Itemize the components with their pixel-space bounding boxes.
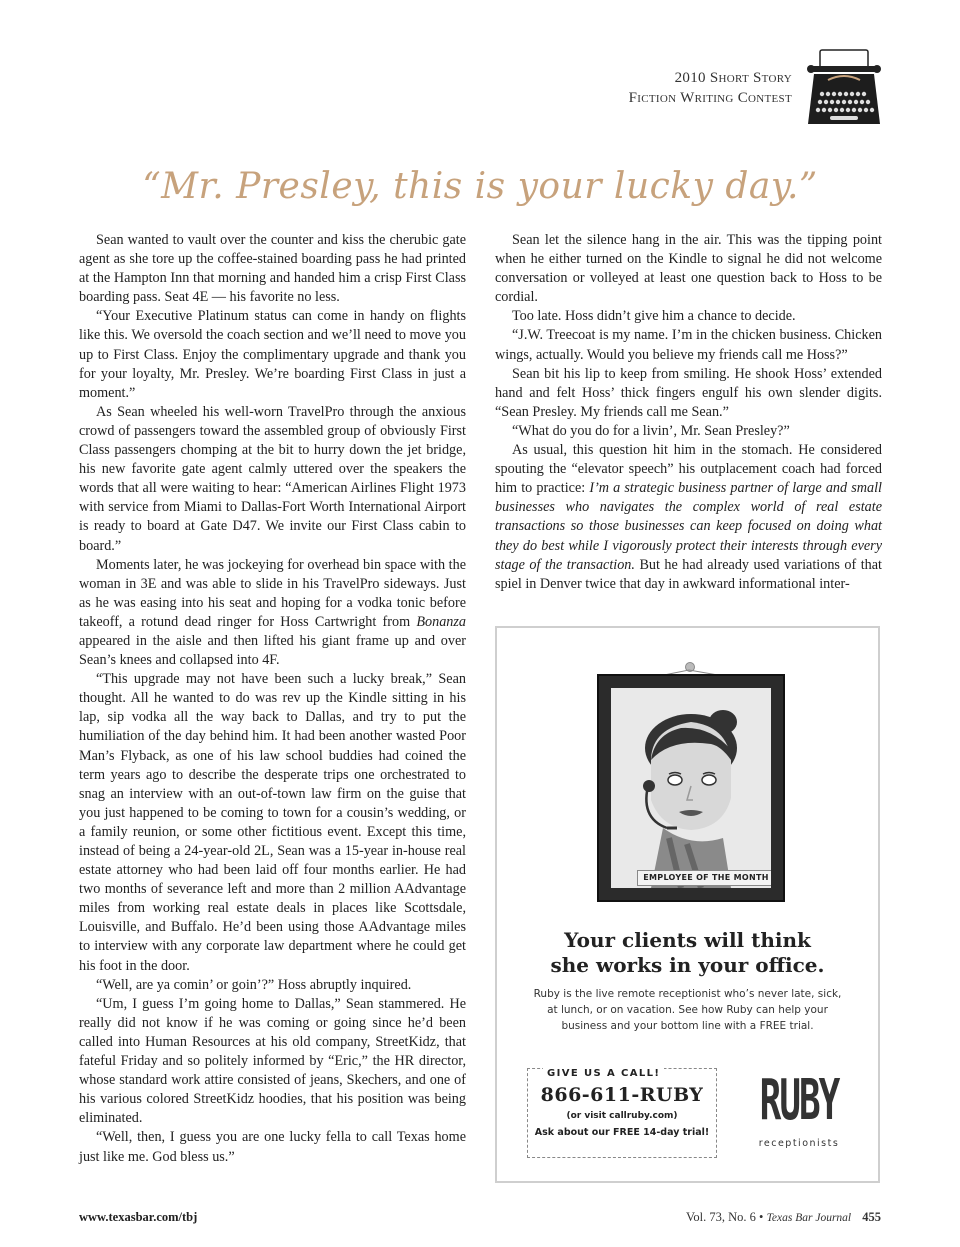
paragraph: Sean let the silence hang in the air. This was the tipping point when he either turned on the Kindle to signal he did not welcome conversation or volleyed at least one question back to Hoss to be cordial. bbox=[495, 232, 882, 306]
paragraph: “Well, then, I guess you are one lucky fella to call Texas home just like me. God bless us.” bbox=[79, 1129, 466, 1165]
paragraph-text: But he had already used variations of that spiel in Denver twice that day in awkward informational inter- bbox=[495, 556, 882, 592]
ruby-logo-subtitle: receptionists bbox=[758, 1138, 840, 1149]
story-right-column bbox=[495, 231, 882, 594]
paragraph: “What do you do for a livin’, Mr. Sean Presley?” bbox=[512, 422, 790, 439]
paragraph-text: appeared in the aisle and then lifted his giant frame up and over Sean’s knees and collapsed into 4F. bbox=[79, 632, 466, 669]
footer-info bbox=[686, 1210, 881, 1225]
ruby-logo-word: RUBY bbox=[759, 1069, 839, 1133]
journal-name: Texas Bar Journal bbox=[766, 1212, 852, 1224]
paragraph: “J.W. Treecoat is my name. I’m in the chicken business. Chicken wings, actually. Would you believe my friends call me Hoss?” bbox=[495, 327, 882, 363]
show-title: Bonanza bbox=[416, 613, 466, 630]
volume-info: Vol. 73, No. 6 bbox=[686, 1210, 756, 1224]
ruby-advertisement bbox=[495, 626, 880, 1183]
paragraph: “Um, I guess I’m going home to Dallas,” Sean stammered. He really did not know if he was coming or going since he’d been called into Human Resources at his old company, StreetKidz, that fateful Friday and so politely informed by “Eric,” the HR director, whose standard work attire consisted of jeans, Skechers, and one of his various colored StreetKidz hoodies, that his position was being eliminated. bbox=[79, 995, 466, 1127]
contest-line-2: Fiction Writing Contest bbox=[628, 90, 792, 106]
footer-bullet: • bbox=[759, 1210, 764, 1224]
ruby-logo bbox=[753, 1069, 845, 1149]
paragraph-text: Moments later, he was jockeying for overhead bin space with the woman in 3E and was able to slide in his TravelPro sideways. Just as he was easing into his seat and hoping for a vodka tonic before takeoff, a rotund dead ringer for Hoss Cartwright from bbox=[79, 556, 466, 630]
receptionist-portrait bbox=[611, 688, 771, 888]
page-number: 455 bbox=[862, 1210, 881, 1224]
receptionist-illustration bbox=[611, 688, 771, 888]
story-left-column bbox=[79, 231, 466, 1167]
call-title: GIVE US A CALL! bbox=[543, 1068, 664, 1079]
website-link[interactable]: (or visit callruby.com) bbox=[566, 1111, 678, 1121]
trial-offer: Ask about our FREE 14-day trial! bbox=[534, 1127, 710, 1138]
employee-of-month-plaque: EMPLOYEE OF THE MONTH bbox=[637, 870, 771, 886]
paragraph bbox=[495, 441, 882, 594]
ad-headline-line-2: she works in your office. bbox=[550, 953, 825, 977]
paragraph-text: As usual, this question hit him in the stomach. He considered spouting the “elevator speech” his outplacement coach had forced him to practice: bbox=[495, 442, 882, 497]
phone-number[interactable]: 866-611-RUBY bbox=[540, 1084, 704, 1106]
elevator-speech: I’m a strategic business partner of large and small businesses who navigates the complex world of real estate transactions so those businesses can keep focused on doing what they do best while I vigorously protect their interests through every stage of the transaction. bbox=[495, 480, 882, 573]
paragraph: “Your Executive Platinum status can come in handy on flights like this. We oversold the coach section and we’ll need to move you up to First Class. Enjoy the complimentary upgrade and thank you for your loyalty, Mr. Presley. We’re boarding First Class in just a moment.” bbox=[79, 308, 466, 401]
paragraph: Sean bit his lip to keep from smiling. He shook Hoss’ extended hand and felt Hoss’ thick fingers engulf his own slender digits. “Sean Presley. My friends call me Sean.” bbox=[495, 365, 882, 420]
ad-headline-line-1: Your clients will think bbox=[564, 928, 811, 952]
call-box bbox=[527, 1068, 717, 1158]
ad-headline bbox=[497, 928, 878, 978]
footer-url[interactable]: www.texasbar.com/tbj bbox=[79, 1210, 198, 1224]
typewriter-icon bbox=[806, 46, 882, 130]
contest-label bbox=[629, 68, 792, 108]
paragraph: Sean wanted to vault over the counter and kiss the cherubic gate agent as she tore up the coffee-stained boarding pass he had printed at the Hampton Inn that morning and handed him a crisp First Class boarding pass. Seat 4E — his favorite no less. bbox=[79, 232, 466, 306]
ad-body-text: Ruby is the live remote receptionist who’s never late, sick, at lunch, or on vacation. See how Ruby can help your business and your bottom line with a FREE trial. bbox=[533, 988, 842, 1032]
paragraph: “Well, are ya comin’ or goin’?” Hoss abruptly inquired. bbox=[96, 976, 412, 993]
paragraph: As Sean wheeled his well-worn TravelPro through the anxious crowd of passengers toward the assembled group of obviously First Class passengers chomping at the bit to hurry down the jet bridge, his new favorite gate agent calmly uttered over the speakers the words that all were waiting to hear: “American Airlines Flight 1973 with service from Miami to Dallas-Fort Worth International Airport is ready to board at Gate D47. We invite our First Class cabin to board.” bbox=[79, 403, 466, 554]
portrait-frame bbox=[597, 674, 785, 902]
paragraph bbox=[79, 556, 466, 671]
contest-line-1: 2010 Short Story bbox=[674, 70, 792, 86]
story-headline: “Mr. Presley, this is your lucky day.” bbox=[142, 166, 818, 207]
paragraph: Too late. Hoss didn’t give him a chance to decide. bbox=[512, 308, 796, 325]
paragraph: “This upgrade may not have been such a lucky break,” Sean thought. All he wanted to do was rev up the Kindle sitting in his lap, sip vodka all the way back to Dallas, and try to put the humiliation of the day behind him. It had been another wasted Poor Man’s Flyback, as one of his law school buddies had coined the term years ago to describe the desperate trips one orchestrated to snag an interview with an out-of-town law firm on the guise that you just happened to be coming to town for a cousin’s wedding, or a family reunion, or some other fictitious event. Except this time, instead of being a 24-year-old 2L, Sean was a 15-year in-house real estate attorney who had been laid off four months earlier. He had two months of severance left and more than 2 million AAdvantage miles from working real estate deals in places like Scottsdale, Louisville, and Buffalo. He’d been using those AAdvantage miles to interview with any corporate law department where he could get his foot in the door. bbox=[79, 671, 466, 974]
